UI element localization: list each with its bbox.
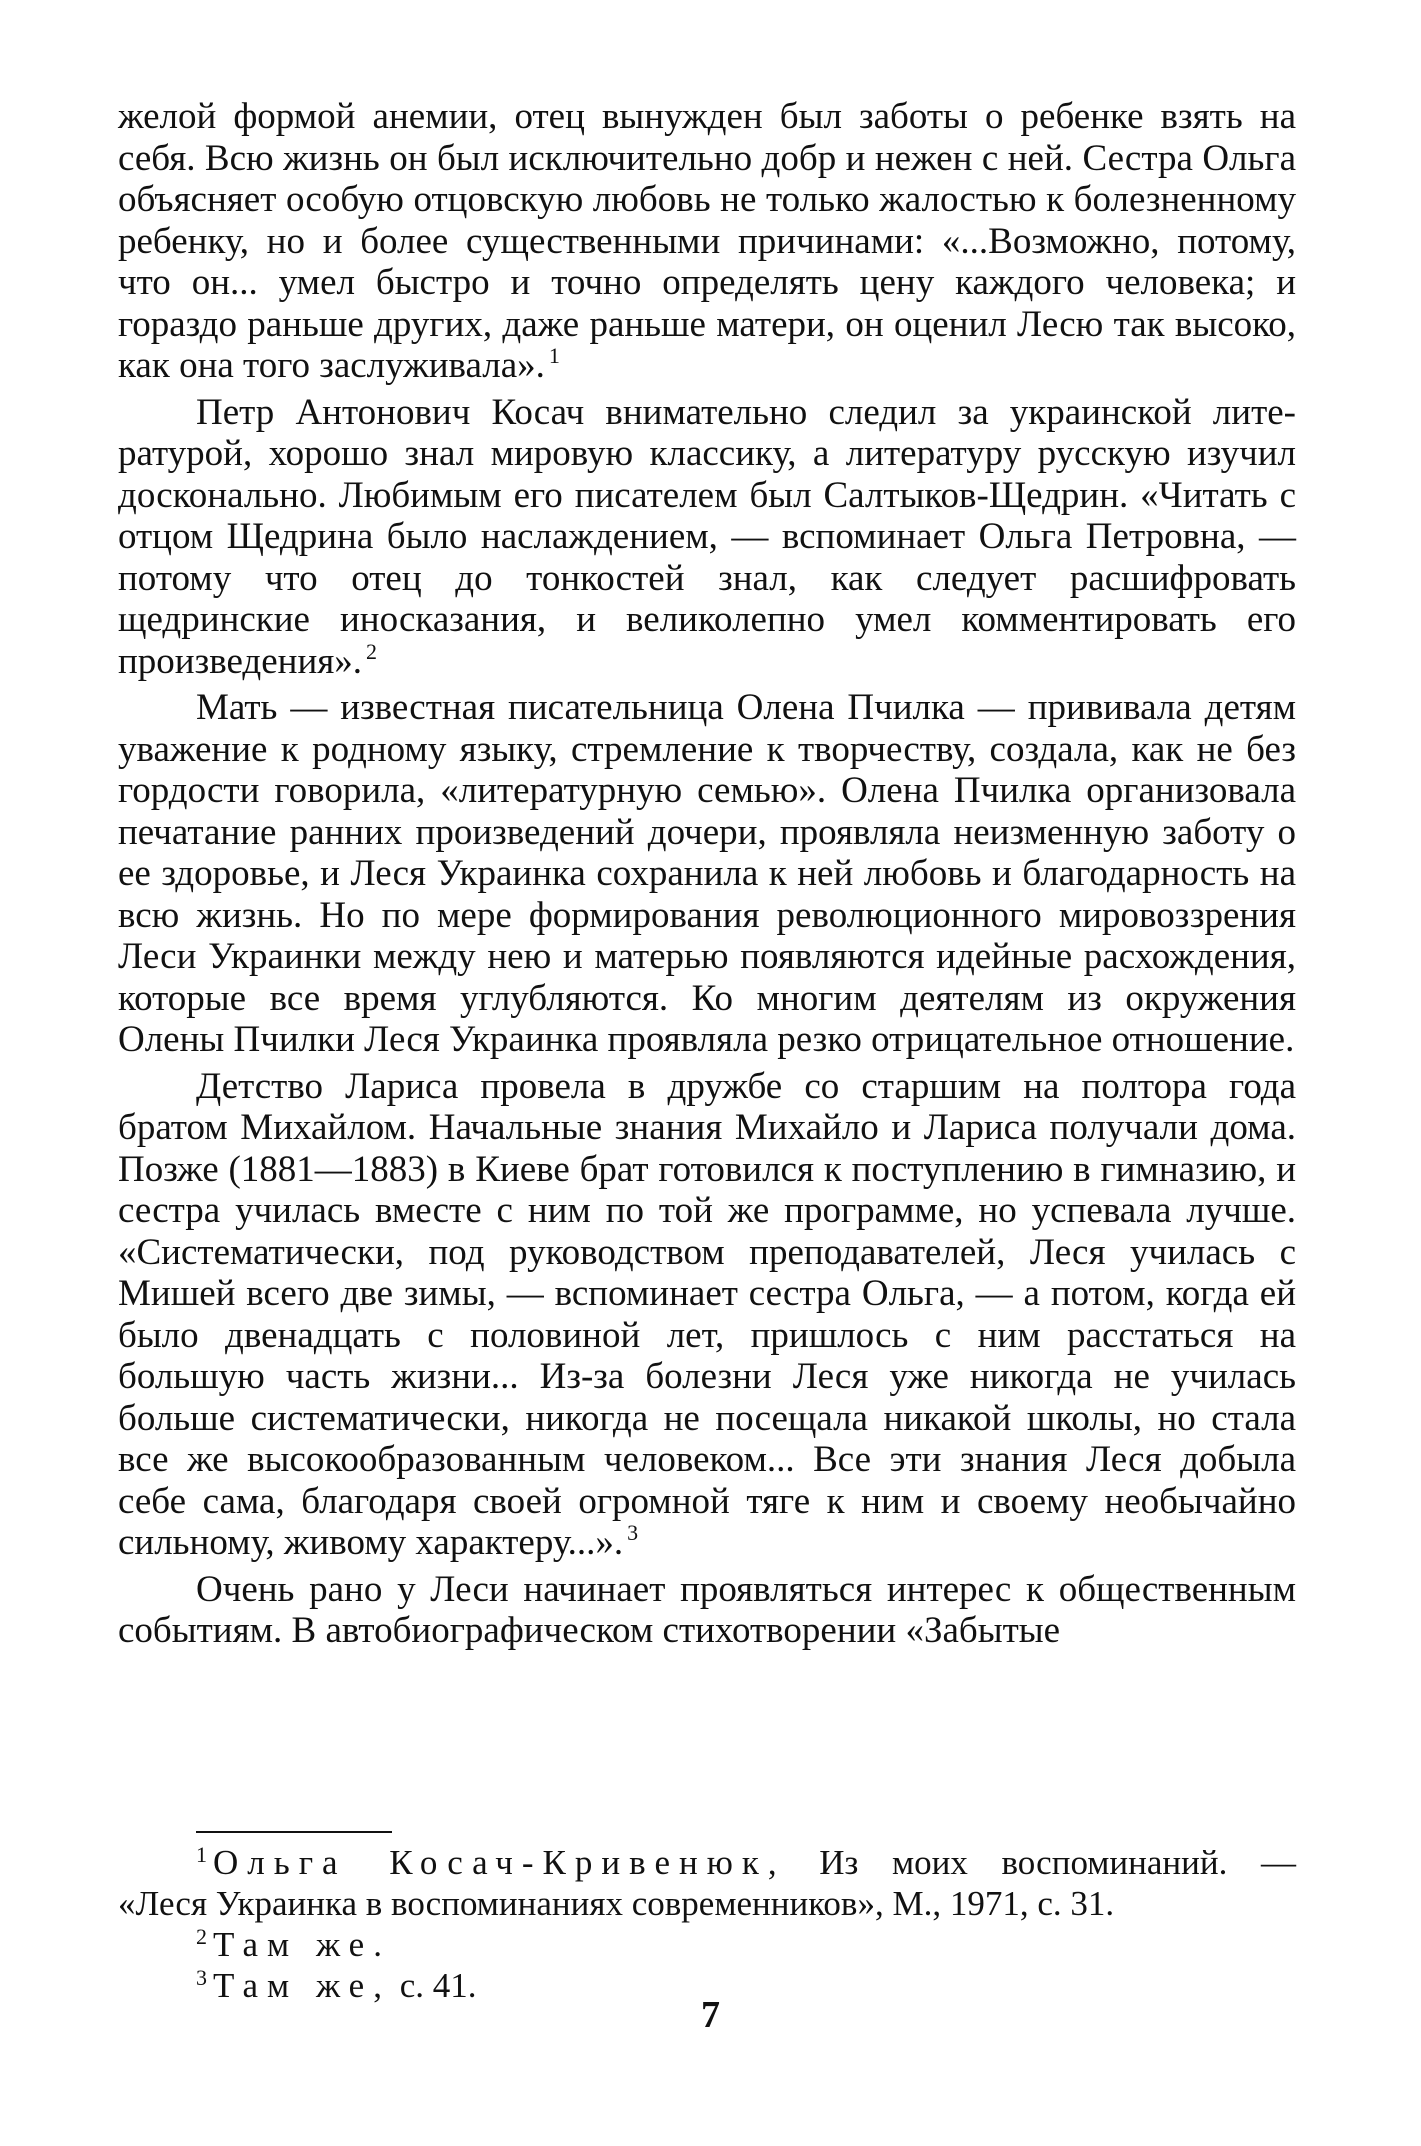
footnote-1-title: Из моих воспоминаний. — [819, 1843, 1297, 1882]
paragraph-2 [118, 392, 1296, 683]
footnote-3-page: с. 41. [399, 1966, 477, 2005]
footnote-3-text: Там же, [213, 1966, 391, 2005]
footnote-ref-3: 3 [627, 1520, 639, 1545]
paragraph-3 [118, 687, 1296, 1061]
footnote-2-mark: 2 [196, 1924, 207, 1949]
footnote-separator [196, 1831, 392, 1833]
footnote-1-author: Ольга Косач-Кривенюк, [213, 1843, 786, 1882]
footnote-2 [118, 1924, 1296, 1965]
paragraph-1-text: желой формой анемии, отец вынужден был заботы о ребенке взять на себя. Всю жизнь он был исключительно добр и нежен с ней. Сестра Ольга объясняет особую отцовскую любовь не только жалостью к болезненному ребенку, но и более существенными причинами: «...Возможно, потому, что он... умел быстро и точно определять цену каждого человека; и гораздо раньше других, даже раньше матери, он оценил Лесю так высоко, как она того заслуживала». [118, 96, 1296, 386]
footnote-1-mark: 1 [196, 1842, 207, 1867]
main-text [118, 96, 1296, 1652]
footnote-ref-1: 1 [548, 343, 560, 368]
footnote-1-line-2: «Леся Украинка в воспоминаниях современников», М., 1971, с. 31. [118, 1884, 1115, 1923]
footnotes [118, 1842, 1296, 2006]
footnote-ref-2: 2 [366, 638, 378, 664]
paragraph-5 [118, 1569, 1296, 1652]
paragraph-4-text: Детство Лариса провела в дружбе со старшим на полтора года братом Михайлом. Начальные знания Михайло и Лариса получали дома. Позже (1881—1883) в Киеве брат готовился к поступлению в гимназию, и сестра училась вместе с ним по той же программе, но успевала лучше. «Систематически, под руководством преподавателей, Леся училась с Мишей всего две зимы, — вспоминает сестра Ольга, — а потом, когда ей было двенадцать с половиной лет, пришлось с ним расстаться на большую часть жизни... Из-за болезни Леся уже никогда не училась больше систематически, никогда не посещала никакой школы, но стала все же высокообразованным человеком... Все эти знания Леся добыла себе сама, благодаря своей огромной тяге к ним и своему необычайно сильному, живому характеру...». [118, 1065, 1296, 1563]
footnote-3-mark: 3 [196, 1965, 207, 1990]
paragraph-3-text: Мать — известная писательница Олена Пчилка — прививала детям уважение к родному языку, стремление к творчеству, создала, как не без гордости говорила, «литературную семью». Олена Пчилка организовала печатание ранних произведений дочери, проявляла неизменную заботу о ее здоровье, и Леся Украинка сохранила к ней любовь и благодарность на всю жизнь. Но по мере формирования революционного мировоззрения Леси Украинки между нею и матерью появляются идейные расхождения, которые все время углубляются. Ко многим деятелям из окружения Олены Пчилки Леся Украинка проявляла резко отрицательное отношение. [118, 687, 1296, 1060]
page-number: 7 [701, 1994, 720, 2036]
footnote-2-text: Там же. [213, 1925, 391, 1964]
paragraph-5-text: Очень рано у Леси начинает проявляться интерес к общественным событиям. В автобиографическом стихотворении «Забытые [118, 1568, 1296, 1651]
paragraph-2-text: Петр Антонович Косач внимательно следил за украинской литературой, хорошо знал мировую классику, а литературу русскую изучил досконально. Любимым его писателем был Салтыков-Щедрин. «Читать с отцом Щедрина было наслаждением, — вспоминает Ольга Петровна, — потому что отец до тонкостей знал, как следует расшифровать щедринские иносказания, и великолепно умел комментировать его произведения». [118, 391, 1296, 682]
footnote-1-line-1 [118, 1842, 1296, 1883]
paragraph-4 [118, 1066, 1296, 1564]
paragraph-1 [118, 96, 1296, 387]
